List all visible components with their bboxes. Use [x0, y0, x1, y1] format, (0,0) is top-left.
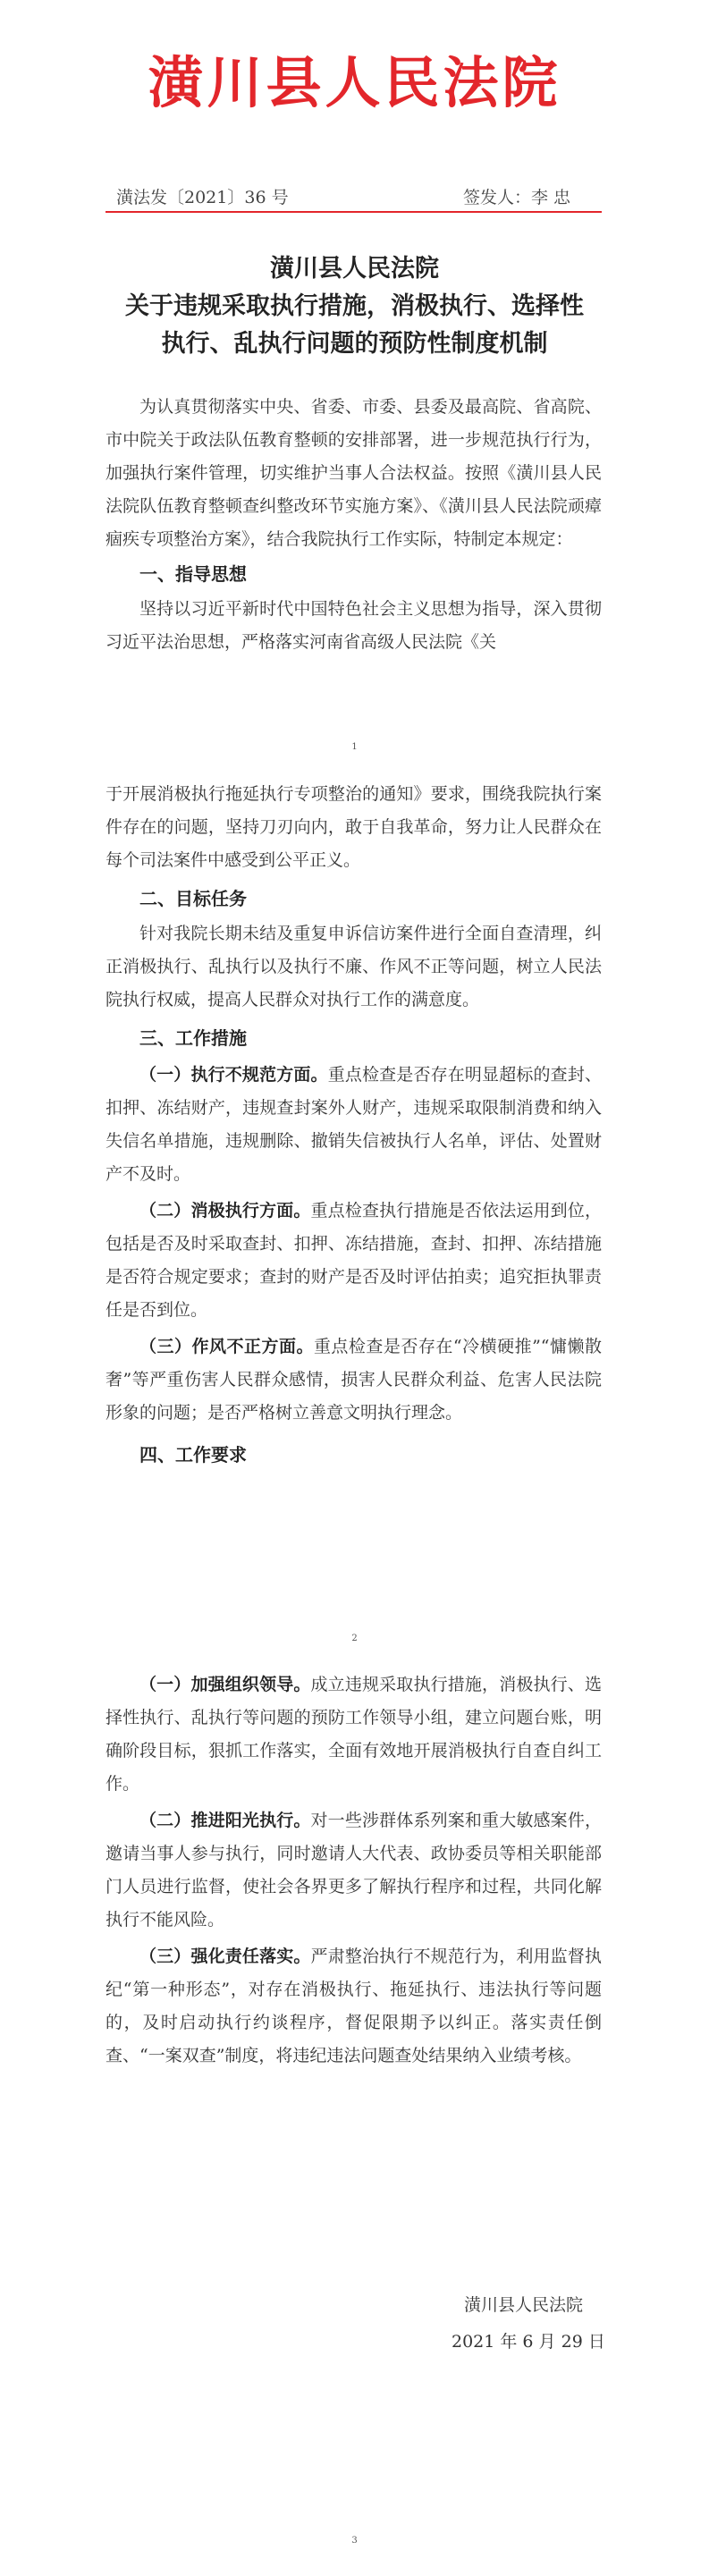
requirement-paragraph: [106, 1804, 602, 1937]
measure-lead: （三）作风不正方面。: [139, 1337, 314, 1356]
title-line-3: 执行、乱执行问题的预防性制度机制: [161, 330, 548, 358]
page1-body: [106, 391, 602, 659]
section-heading: 二、目标任务: [139, 888, 247, 909]
section-paragraph: 于开展消极执行拖延执行专项整治的通知》要求，围绕我院执行案件存在的问题，坚持刀刃向内，敢于自我革命，努力让人民群众在每个司法案件中感受到公平正义。: [106, 784, 602, 870]
requirement-text: 对一些涉群体系列案和重大敏感案件，邀请当事人参与执行，同时邀请人大代表、政协委员等相关职能部门人员进行监督，使社会各界更多了解执行程序和过程，共同化解执行不能风险。: [106, 1811, 602, 1930]
section-heading: 四、工作要求: [139, 1444, 247, 1465]
requirement-text: 严肃整治执行不规范行为，利用监督执纪“第一种形态”，对存在消极执行、拖延执行、违法执行等问题的，及时启动执行约谈程序，督促限期予以纠正。落实责任倒查、“一案双查”制度，将违纪违法问题查处结果纳入业绩考核。: [106, 1947, 602, 2065]
measure-text: 重点检查是否存在明显超标的查封、扣押、冻结财产，违规查封案外人财产，违规采取限制消费和纳入失信名单措施，违规删除、撤销失信被执行人名单，评估、处置财产不及时。: [106, 1065, 602, 1184]
page2-body: [106, 778, 602, 1472]
measure-paragraph: [106, 1330, 602, 1430]
intro-paragraph: 为认真贯彻落实中央、省委、市委、县委及最高院、省高院、市中院关于政法队伍教育整顿的安排部署，进一步规范执行行为，加强执行案件管理，切实维护当事人合法权益。按照《潢川县人民法院队伍教育整顿查纠整改环节实施方案》、《潢川县人民法院顽瘴痼疾专项整治方案》，结合我院执行工作实际，特制定本规定：: [106, 397, 602, 549]
requirement-lead: （一）加强组织领导。: [139, 1675, 311, 1694]
header-divider: [106, 211, 602, 213]
measure-lead: （一）执行不规范方面。: [139, 1065, 328, 1085]
section-paragraph: 针对我院长期未结及重复申诉信访案件进行全面自查清理，纠正消极执行、乱执行以及执行不廉、作风不正等问题，树立人民法院执行权威，提高人民群众对执行工作的满意度。: [106, 924, 602, 1009]
document-title: [89, 250, 620, 363]
measure-paragraph: [106, 1195, 602, 1327]
requirement-lead: （二）推进阳光执行。: [139, 1811, 311, 1830]
title-line-1: 潢川县人民法院: [270, 255, 439, 283]
measure-text: 重点检查执行措施是否依法运用到位，包括是否及时采取查封、扣押、冻结措施，查封、扣押、冻结措施是否符合规定要求；查封的财产是否及时评估拍卖；追究拒执罪责任是否到位。: [106, 1201, 602, 1320]
section-heading: 一、指导思想: [139, 563, 247, 585]
title-line-2: 关于违规采取执行措施，消极执行、选择性: [125, 292, 584, 320]
signer: 签发人：李 忠: [463, 188, 571, 207]
page3-body: [106, 1668, 602, 2073]
court-name-header: 潢川县人民法院: [148, 50, 561, 115]
requirement-paragraph: [106, 1940, 602, 2073]
page-number: 2: [351, 1634, 358, 1643]
requirement-paragraph: [106, 1668, 602, 1801]
section-paragraph: 坚持以习近平新时代中国特色社会主义思想为指导，深入贯彻习近平法治思想，严格落实河南省高级人民法院《关: [106, 599, 602, 652]
signature-date: 2021 年 6 月 29 日: [452, 2332, 605, 2352]
measure-lead: （二）消极执行方面。: [139, 1201, 311, 1220]
page-number: 3: [351, 2536, 358, 2546]
requirement-lead: （三）强化责任落实。: [139, 1947, 311, 1966]
measure-paragraph: [106, 1059, 602, 1191]
measure-text: 重点检查是否存在“冷横硬推”“慵懒散奢”等严重伤害人民群众感情，损害人民群众利益、危害人民法院形象的问题；是否严格树立善意文明执行理念。: [106, 1337, 602, 1423]
requirement-text: 成立违规采取执行措施，消极执行、选择性执行、乱执行等问题的预防工作领导小组，建立问题台账，明确阶段目标，狠抓工作落实，全面有效地开展消极执行自查自纠工作。: [106, 1675, 602, 1794]
page-number: 1: [351, 742, 358, 752]
document-number: 潢法发〔2021〕36 号: [116, 188, 289, 207]
section-heading: 三、工作措施: [139, 1027, 247, 1049]
signature-organization: 潢川县人民法院: [464, 2295, 584, 2315]
